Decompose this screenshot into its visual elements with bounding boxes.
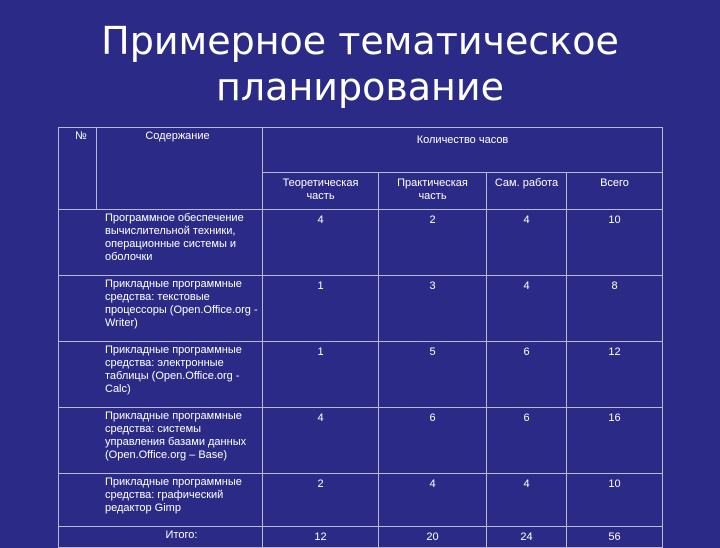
total-total: 56 bbox=[567, 527, 663, 548]
table-row bbox=[59, 474, 663, 527]
table-row bbox=[59, 408, 663, 474]
row-content: Прикладные программные средства: текстовые процессоры (Open.Office.org - Writer) bbox=[59, 276, 263, 342]
table-row bbox=[59, 210, 663, 276]
total-theory: 12 bbox=[263, 527, 379, 548]
table-row bbox=[59, 276, 663, 342]
total-label: Итого: bbox=[59, 527, 263, 548]
row-total: 10 bbox=[567, 474, 663, 527]
header-total: Всего bbox=[567, 173, 663, 210]
row-practice: 2 bbox=[379, 210, 487, 276]
header-practice: Практическая часть bbox=[379, 173, 487, 210]
row-theory: 2 bbox=[263, 474, 379, 527]
table-row bbox=[59, 342, 663, 408]
table-total-row bbox=[59, 527, 663, 548]
table-header-row bbox=[59, 128, 663, 173]
row-practice: 3 bbox=[379, 276, 487, 342]
row-total: 16 bbox=[567, 408, 663, 474]
header-hours: Количество часов bbox=[263, 128, 663, 173]
row-content: Прикладные программные средства: электронные таблицы (Open.Office.org - Calc) bbox=[59, 342, 263, 408]
title-line-2: планирование bbox=[216, 65, 504, 109]
row-content: Прикладные программные средства: системы управления базами данных (Open.Office.org – Base) bbox=[59, 408, 263, 474]
title-line-1: Примерное тематическое bbox=[101, 19, 619, 63]
row-theory: 4 bbox=[263, 210, 379, 276]
total-self-work: 24 bbox=[487, 527, 567, 548]
header-self-work: Сам. работа bbox=[487, 173, 567, 210]
row-practice: 6 bbox=[379, 408, 487, 474]
total-practice: 20 bbox=[379, 527, 487, 548]
row-total: 8 bbox=[567, 276, 663, 342]
row-self-work: 4 bbox=[487, 276, 567, 342]
row-total: 12 bbox=[567, 342, 663, 408]
row-practice: 5 bbox=[379, 342, 487, 408]
row-theory: 1 bbox=[263, 276, 379, 342]
header-content: Содержание bbox=[97, 128, 263, 210]
row-theory: 4 bbox=[263, 408, 379, 474]
row-content: Прикладные программные средства: графический редактор Gimp bbox=[59, 474, 263, 527]
thematic-plan-table bbox=[58, 127, 663, 548]
row-total: 10 bbox=[567, 210, 663, 276]
page-title bbox=[0, 18, 720, 110]
row-self-work: 4 bbox=[487, 474, 567, 527]
header-theory: Теоретическая часть bbox=[263, 173, 379, 210]
row-practice: 4 bbox=[379, 474, 487, 527]
row-self-work: 4 bbox=[487, 210, 567, 276]
row-theory: 1 bbox=[263, 342, 379, 408]
row-self-work: 6 bbox=[487, 342, 567, 408]
row-content: Программное обеспечение вычислительной техники, операционные системы и оболочки bbox=[59, 210, 263, 276]
row-self-work: 6 bbox=[487, 408, 567, 474]
header-number: № bbox=[59, 128, 97, 210]
